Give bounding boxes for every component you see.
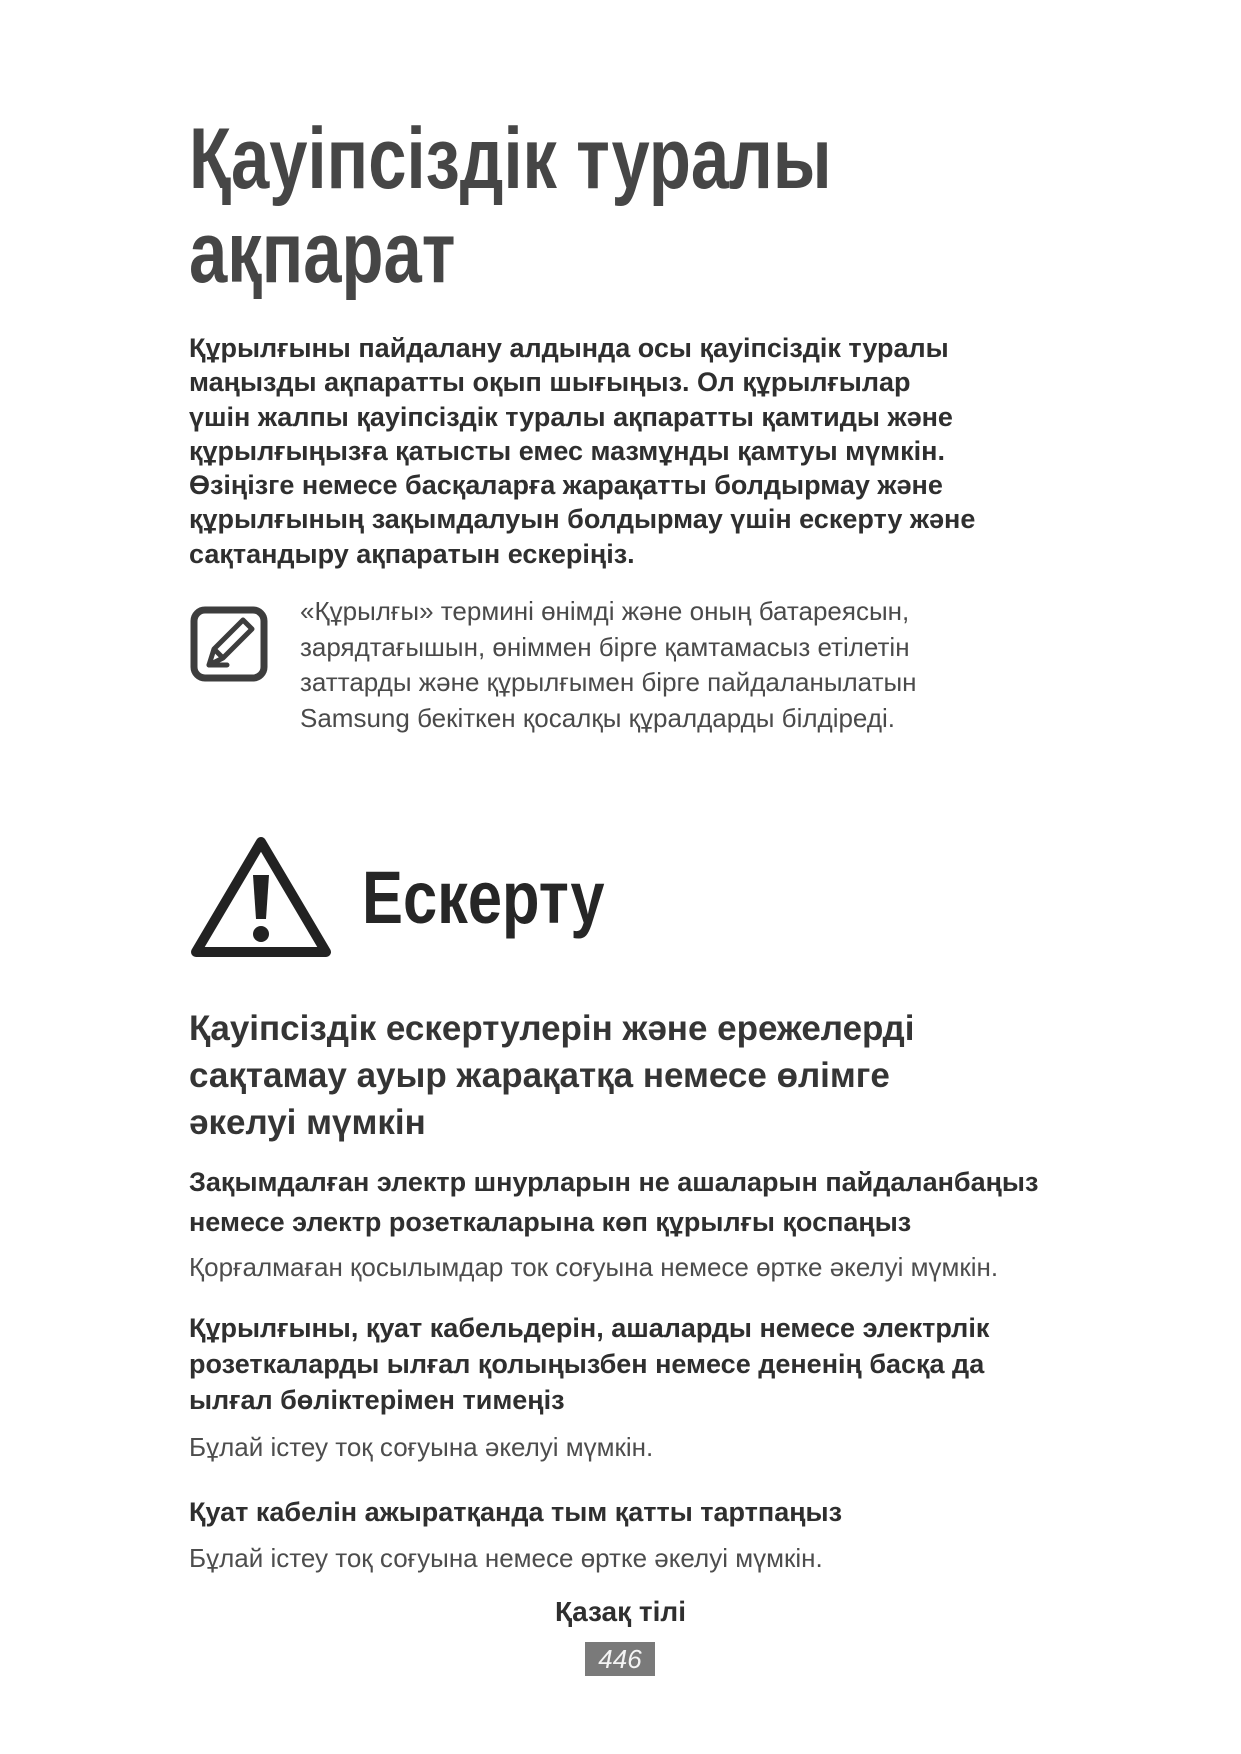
note-line: заттарды және құрылғымен бірге пайдаланылатын bbox=[300, 667, 917, 697]
intro-line: үшін жалпы қауіпсіздік туралы ақпаратты қамтиды және bbox=[189, 401, 953, 432]
warning-heading bbox=[189, 1005, 914, 1146]
note-line: «Құрылғы» термині өнімді және оның батареясын, bbox=[300, 596, 910, 626]
note-line: зарядтағышын, өніммен бірге қамтамасыз етілетін bbox=[300, 631, 910, 662]
warning-item-title-line: немесе электр розеткаларына көп құрылғы қоспаңыз bbox=[189, 1207, 912, 1237]
warning-heading-line: Қауіпсіздік ескертулерін және ережелерді bbox=[189, 1009, 915, 1048]
warning-item-title-line: розеткаларды ылғал қолыңызбен немесе дененің басқа да bbox=[189, 1349, 985, 1379]
warning-item-title-line: Қуат кабелін ажыратқанда тым қатты тартпаңыз bbox=[189, 1497, 843, 1527]
warning-item-title-line: ылғал бөліктерімен тимеңіз bbox=[189, 1385, 565, 1415]
page-title bbox=[189, 112, 992, 300]
note-text bbox=[300, 594, 917, 736]
warning-item-title bbox=[189, 1310, 989, 1418]
warning-item-title-line: Зақымдалған электр шнурларын не ашаларын пайдаланбаңыз bbox=[189, 1167, 1039, 1197]
intro-line: сақтандыру ақпаратын ескеріңіз. bbox=[189, 538, 635, 569]
page-number: 446 bbox=[585, 1642, 655, 1676]
warning-item-title bbox=[189, 1162, 1038, 1242]
intro-line: құрылғыңызға қатысты емес мазмұнды қамтуы мүмкін. bbox=[189, 435, 945, 466]
page-title-line: Қауіпсіздік туралы bbox=[189, 111, 832, 207]
intro-line: Құрылғыны пайдалану алдында осы қауіпсіздік туралы bbox=[189, 333, 949, 363]
warning-item-title bbox=[189, 1494, 842, 1530]
warning-heading-line: сақтамау ауыр жарақатқа немесе өлімге bbox=[189, 1056, 890, 1095]
warning-heading-line: әкелуі мүмкін bbox=[189, 1103, 426, 1142]
warning-item-body: Бұлай істеу тоқ соғуына әкелуі мүмкін. bbox=[189, 1432, 654, 1462]
warning-item-body: Қорғалмаған қосылымдар ток соғуына немесе өртке әкелуі мүмкін. bbox=[189, 1252, 999, 1282]
warning-label: Ескерту bbox=[362, 856, 605, 939]
note-pencil-icon bbox=[189, 605, 269, 683]
intro-line: құрылғының зақымдалуын болдырмау үшін ескерту және bbox=[189, 504, 976, 535]
page-title-line: ақпарат bbox=[189, 205, 456, 301]
warning-item-title-line: Құрылғыны, қуат кабельдерін, ашаларды немесе электрлік bbox=[189, 1313, 990, 1343]
intro-line: маңызды ақпаратты оқып шығыңыз. Ол құрылғылар bbox=[189, 367, 911, 398]
note-line: Samsung бекіткен қосалқы құралдарды білдіреді. bbox=[300, 702, 895, 733]
footer-language: Қазақ тілі bbox=[555, 1596, 686, 1627]
intro-line: Өзіңізге немесе басқаларға жарақатты болдырмау және bbox=[189, 470, 943, 501]
intro-paragraph bbox=[189, 331, 975, 571]
warning-item-body: Бұлай істеу тоқ соғуына немесе өртке әкелуі мүмкін. bbox=[189, 1543, 823, 1573]
warning-triangle-icon bbox=[189, 833, 333, 961]
